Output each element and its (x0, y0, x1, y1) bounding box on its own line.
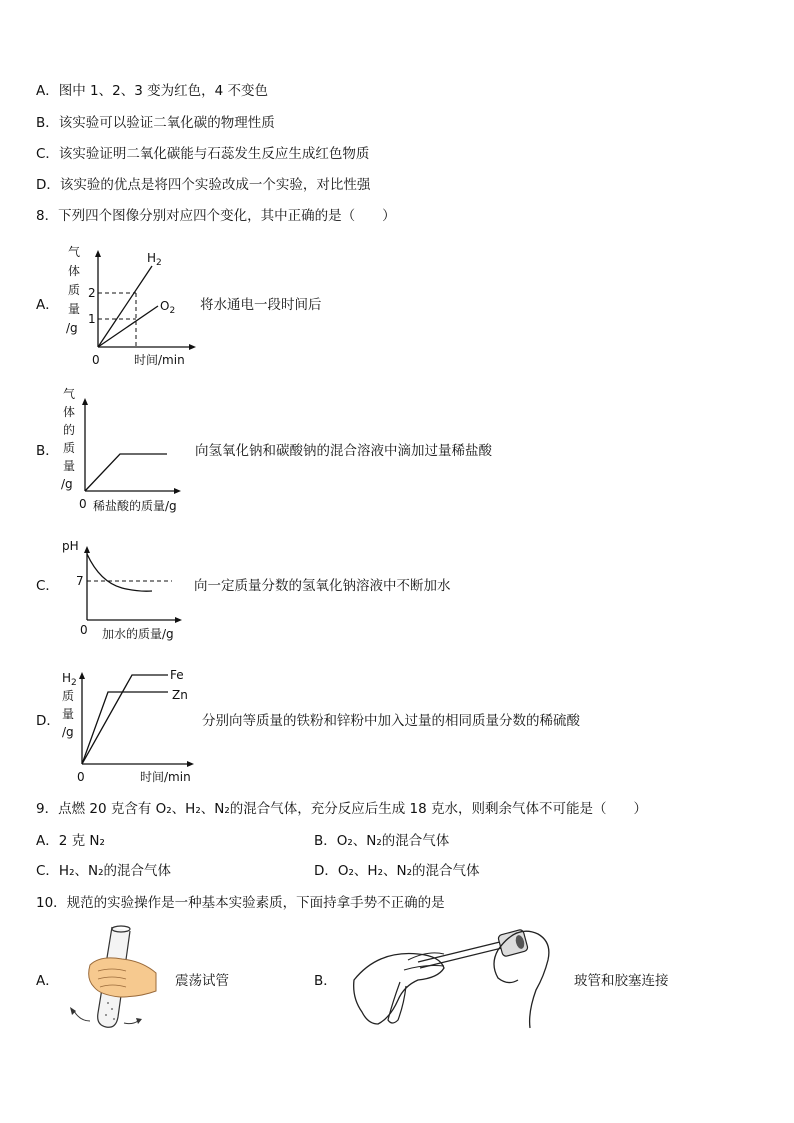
q8-b-ylabel-1: 体 (63, 405, 76, 419)
q8-c-desc: 向一定质量分数的氢氧化钠溶液中不断加水 (194, 578, 451, 594)
q8-a-tick-1: 1 (88, 312, 96, 326)
q8-c-ylabel: pH (62, 539, 79, 553)
q8-c-graph (60, 530, 200, 645)
q10-a-caption: 震荡试管 (175, 973, 229, 989)
q8-b-ylabel-0: 气 (63, 387, 76, 401)
q8-a-origin: 0 (92, 353, 100, 367)
q8-d-graph (60, 662, 205, 787)
q10-a-letter: A． (36, 973, 59, 989)
q8-d-xlabel: 时间/min (140, 770, 191, 784)
q8-stem: 8．下列四个图像分别对应四个变化，其中正确的是（ ） (36, 208, 396, 224)
q8-d-ylabel-1: 质 (62, 689, 75, 703)
q10-b-letter: B． (314, 973, 337, 989)
q8-b-letter: B． (36, 443, 59, 459)
q7-option-d: D．该实验的优点是将四个实验改成一个实验，对比性强 (36, 177, 371, 193)
q8-a-ylabel-4: /g (66, 321, 78, 335)
q8-d-ylabel-3: /g (62, 725, 74, 739)
q7-option-b: B．该实验可以验证二氧化碳的物理性质 (36, 115, 275, 131)
q8-c-tick-7: 7 (76, 574, 84, 588)
q8-d-desc: 分别向等质量的铁粉和锌粉中加入过量的相同质量分数的稀硫酸 (202, 713, 580, 729)
q8-c-origin: 0 (80, 623, 88, 637)
glass-tube-stopper-illustration (348, 920, 563, 1030)
q8-d-ylabel-2: 量 (62, 707, 75, 721)
q8-b-y-arrow (82, 398, 88, 405)
q8-a-xlabel: 时间/min (134, 353, 185, 367)
q8-b-desc: 向氢氧化钠和碳酸钠的混合溶液中滴加过量稀盐酸 (195, 443, 492, 459)
q8-d-letter: D． (36, 713, 60, 729)
q8-d-ylabel-0: $H_2$ (62, 671, 77, 688)
q8-b-xlabel: 稀盐酸的质量/g (93, 499, 177, 513)
q8-c-x-arrow (175, 617, 182, 623)
q10-stem: 10．规范的实验操作是一种基本实验素质，下面持拿手势不正确的是 (36, 895, 445, 911)
q8-b-origin: 0 (79, 497, 87, 511)
q9-option-d: D．O₂、H₂、N₂的混合气体 (314, 863, 480, 879)
q8-c-y-arrow (84, 546, 90, 553)
q8-c-letter: C． (36, 578, 59, 594)
q8-a-ylabel-0: 气 (68, 245, 81, 259)
test-tube-shaking-illustration (60, 925, 165, 1035)
q8-d-fe-line (82, 675, 168, 764)
q8-a-ylabel-3: 量 (68, 302, 81, 316)
q8-a-graph (60, 240, 200, 370)
q8-b-ylabel-5: /g (61, 477, 73, 491)
q8-b-graph (55, 384, 195, 519)
q10-b-caption: 玻管和胶塞连接 (574, 973, 669, 989)
q8-d-fe-label: Fe (170, 668, 184, 682)
q7-option-c: C．该实验证明二氧化碳能与石蕊发生反应生成红色物质 (36, 146, 370, 162)
q8-d-y-arrow (79, 672, 85, 679)
q8-a-x-arrow (189, 344, 196, 350)
q9-option-c: C．H₂、N₂的混合气体 (36, 863, 171, 879)
q8-b-ylabel-2: 的 (63, 423, 76, 437)
q8-d-zn-line (82, 692, 168, 764)
q8-a-ylabel-1: 体 (68, 264, 81, 278)
q8-d-zn-label: Zn (172, 688, 188, 702)
q8-a-o2-line (98, 306, 158, 347)
q8-a-ylabel-2: 质 (68, 283, 81, 297)
q8-c-xlabel: 加水的质量/g (102, 627, 174, 641)
q8-b-ylabel-3: 质 (63, 441, 76, 455)
q9-option-b: B．O₂、N₂的混合气体 (314, 833, 450, 849)
q9-stem: 9．点燃 20 克含有 O₂、H₂、N₂的混合气体，充分反应后生成 18 克水，则剩余气体不可能是（ ） (36, 801, 648, 817)
q8-d-x-arrow (187, 761, 194, 767)
q8-a-desc: 将水通电一段时间后 (200, 297, 322, 313)
q8-d-origin: 0 (77, 770, 85, 784)
q8-b-x-arrow (174, 488, 181, 494)
q8-c-curve (87, 554, 152, 591)
q8-b-curve (85, 454, 167, 491)
q8-b-ylabel-4: 量 (63, 459, 76, 473)
q8-a-h2-line (98, 266, 152, 347)
q8-a-y-arrow (95, 250, 101, 257)
q7-option-a: A．图中 1、2、3 变为红色，4 不变色 (36, 83, 268, 99)
q8-a-o2-label: $O_2$ (160, 299, 176, 316)
q9-option-a: A．2 克 N₂ (36, 833, 105, 849)
q8-a-h2-label: $H_2$ (147, 251, 162, 268)
q8-a-letter: A． (36, 297, 59, 313)
q8-a-tick-2: 2 (88, 286, 96, 300)
